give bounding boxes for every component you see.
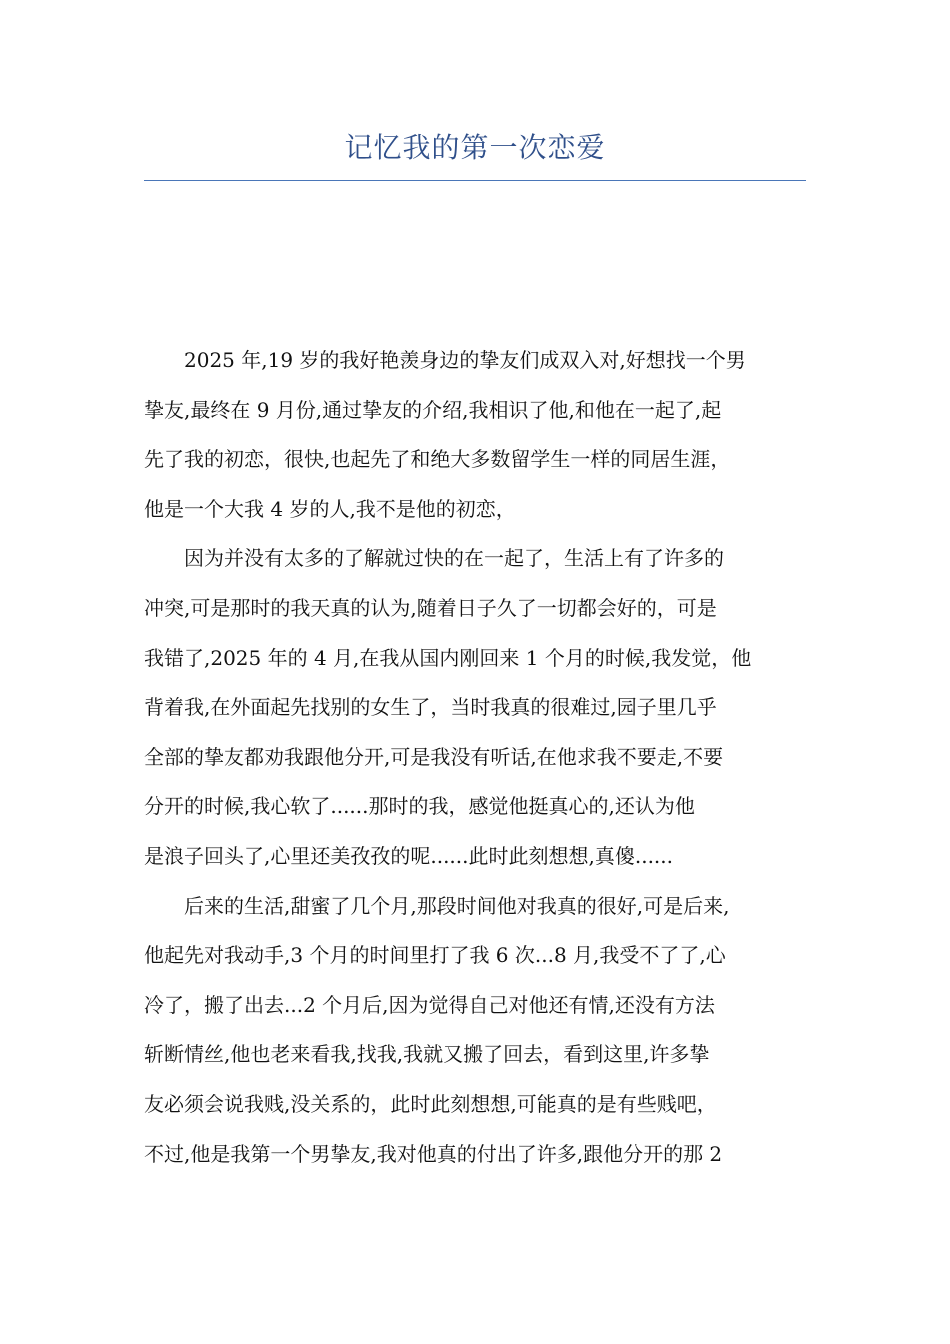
document-title: 记忆我的第一次恋爱 bbox=[344, 131, 606, 164]
paragraph-line: 后来的生活,甜蜜了几个月,那段时间他对我真的很好,可是后来, bbox=[184, 893, 730, 918]
paragraph-line: 因为并没有太多的了解就过快的在一起了，生活上有了许多的 bbox=[184, 546, 724, 571]
paragraph-line: 先了我的初恋，很快,也起先了和绝大多数留学生一样的同居生涯， bbox=[144, 447, 731, 472]
paragraph-line: 他起先对我动手,3 个月的时间里打了我 6 次...8 月,我受不了了,心 bbox=[144, 943, 726, 968]
paragraph-line: 挚友,最终在 9 月份,通过挚友的介绍,我相识了他,和他在一起了,起 bbox=[144, 397, 722, 422]
paragraph-line: 2025 年,19 岁的我好艳羡身边的挚友们成双入对,好想找一个男 bbox=[184, 348, 746, 372]
paragraph-line: 斩断情丝,他也老来看我,找我,我就又搬了回去，看到这里,许多挚 bbox=[144, 1042, 710, 1067]
paragraph-line: 我错了,2025 年的 4 月,在我从国内刚回来 1 个月的时候,我发觉，他 bbox=[144, 645, 752, 670]
paragraph-line: 是浪子回头了,心里还美孜孜的呢......此时此刻想想,真傻...... bbox=[144, 843, 674, 868]
paragraph-line: 背着我,在外面起先找别的女生了，当时我真的很难过,园子里几乎 bbox=[144, 695, 717, 720]
paragraph-line: 分开的时候,我心软了......那时的我，感觉他挺真心的,还认为他 bbox=[144, 794, 695, 819]
paragraph-3 bbox=[144, 882, 808, 1180]
paragraph-line: 不过,他是我第一个男挚友,我对他真的付出了许多,跟他分开的那 2 bbox=[144, 1141, 723, 1166]
paragraph-line: 冷了，搬了出去...2 个月后,因为觉得自己对他还有情,还没有方法 bbox=[144, 992, 715, 1017]
paragraph-line: 友必须会说我贱,没关系的，此时此刻想想,可能真的是有些贱吧， bbox=[144, 1091, 717, 1116]
document-body bbox=[144, 336, 808, 1179]
paragraph-2 bbox=[144, 534, 808, 881]
paragraph-line: 全部的挚友都劝我跟他分开,可是我没有听话,在他求我不要走,不要 bbox=[144, 744, 724, 769]
paragraph-line: 他是一个大我 4 岁的人,我不是他的初恋， bbox=[144, 496, 516, 521]
paragraph-line: 冲突,可是那时的我天真的认为,随着日子久了一切都会好的，可是 bbox=[144, 595, 717, 620]
title-underline bbox=[144, 180, 806, 181]
paragraph-1 bbox=[144, 336, 808, 534]
